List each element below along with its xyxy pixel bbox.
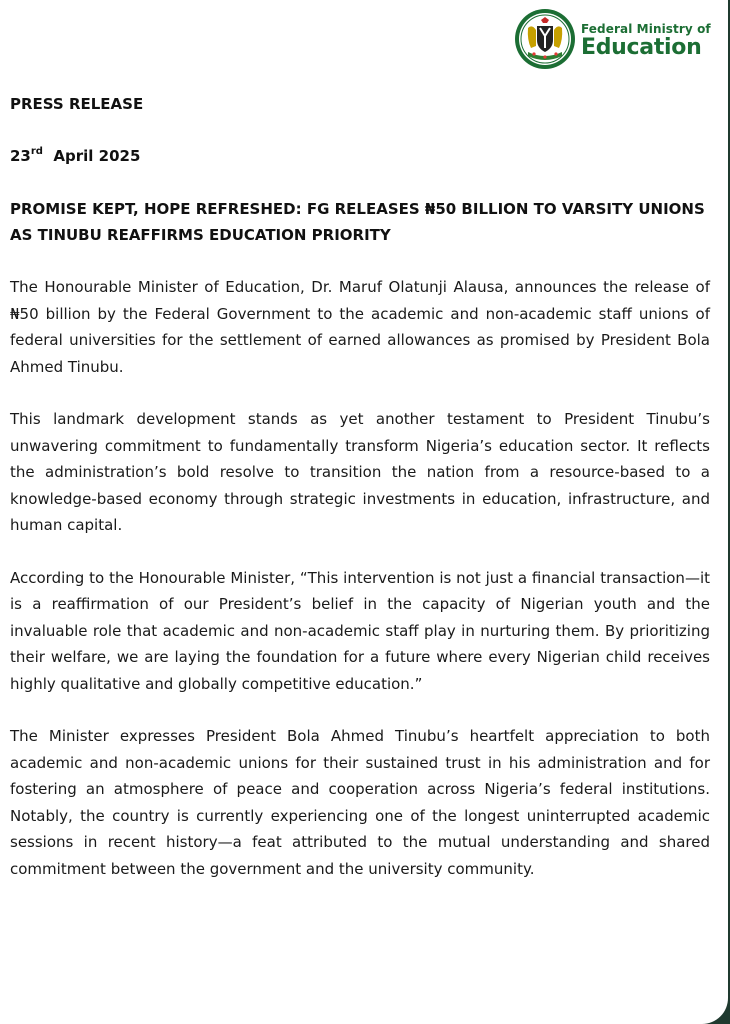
ministry-logo bbox=[514, 8, 714, 72]
logo-education-text: Education bbox=[581, 35, 702, 60]
headline: PROMISE KEPT, HOPE REFRESHED: FG RELEASES ₦50 BILLION TO VARSITY UNIONS AS TINUBU REAFFIRMS EDUCATION PRIORITY bbox=[10, 200, 705, 244]
date-day: 23 bbox=[10, 147, 31, 165]
nigeria-coat-of-arms-icon bbox=[514, 8, 576, 70]
paragraph-1: The Honourable Minister of Education, Dr. Maruf Olatunji Alausa, announces the release of ₦50 billion by the Federal Government to the academic and non-academic staff unions of federal universities for the settlement of earned allowances as promised by President Bola Ahmed Tinubu. bbox=[10, 278, 710, 376]
logo-ministry-text: Federal Ministry of bbox=[581, 22, 711, 36]
date-suffix: rd bbox=[30, 146, 43, 157]
release-date bbox=[10, 144, 710, 168]
paragraph-2: This landmark development stands as yet another testament to President Tinubu’s unwavering commitment to fundamentally transform Nigeria’s education sector. It reflects the administration’s bold resolve to transition the nation from a resource-based to a knowledge-based economy through strategic investments in education, infrastructure, and human capital. bbox=[10, 410, 710, 534]
press-release-body bbox=[10, 92, 710, 882]
date-month-year: April 2025 bbox=[53, 147, 141, 165]
paragraph-3: According to the Honourable Minister, “This intervention is not just a financial transaction—it is a reaffirmation of our President’s belief in the capacity of Nigerian youth and the invaluable role that academic and non-academic staff play in nurturing them. By prioritizing their welfare, we are laying the foundation for a future where every Nigerian child receives highly qualitative and globally competitive education.” bbox=[10, 568, 710, 693]
paragraph-4: The Minister expresses President Bola Ahmed Tinubu’s heartfelt appreciation to both academic and non-academic unions for their sustained trust in his administration and for fostering an atmosphere of peace and cooperation across Nigeria’s federal institutions. Notably, the country is currently experiencing one of the longest uninterrupted academic sessions in recent history—a feat attributed to the mutual understanding and shared commitment between the government and the university community. bbox=[10, 727, 710, 878]
document-label: PRESS RELEASE bbox=[10, 95, 144, 113]
